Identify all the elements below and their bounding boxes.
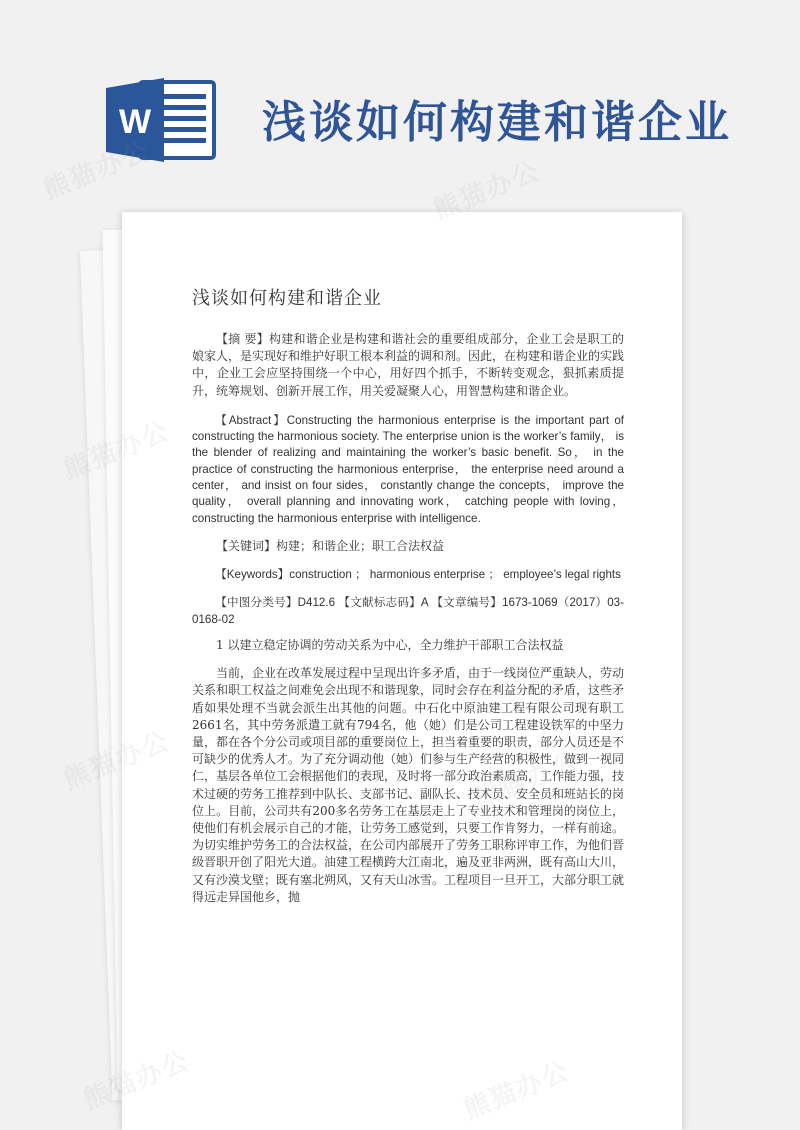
svg-text:W: W [118, 103, 152, 141]
word-document-icon [106, 78, 216, 162]
document-content [192, 212, 624, 906]
keywords-en: 【Keywords】construction ； harmonious enterprise ； employee’s legal rights [215, 568, 621, 582]
keywords-cn: 【关键词】构建；和谐企业；职工合法权益 [216, 538, 445, 553]
document-title: 浅谈如何构建和谐企业 [192, 288, 382, 309]
watermark: 熊猫办公 [429, 155, 545, 226]
watermark: 熊猫办公 [39, 135, 155, 206]
classification-line: 【中图分类号】D412.6 【文献标志码】A 【文章编号】1673-1069（2017）03-0168-02 [192, 596, 624, 626]
abstract-en: 【Abstract】Constructing the harmonious enterprise is the important part of constructing the harmonious society. The enterprise union is the worker’s family， is the blender of realizing and maintaining the worker’s basic benefit. So， in the practice of constructing the harmonious enterprise， the enterprise need around a center， and insist on four sides， constantly change the concepts， improve the quality， overall planning and innovating work， catching people with loving， constructing the harmonious enterprise with intelligence. [192, 413, 624, 525]
banner-title: 浅谈如何构建和谐企业 [262, 97, 732, 148]
abstract-cn: 【摘 要】构建和谐企业是构建和谐社会的重要组成部分，企业工会是职工的娘家人，是实现好和维护好职工根本利益的调和剂。因此，在构建和谐企业的实践中，企业工会应坚持围绕一个中心，用好四个抓手，不断转变观念，狠抓素质提升，统筹规划、创新开展工作，用关爱凝聚人心，用智慧构建和谐企业。 [192, 332, 625, 398]
section-body: 当前，企业在改革发展过程中呈现出许多矛盾，由于一线岗位严重缺人，劳动关系和职工权益之间难免会出现不和谐现象，同时会存在利益分配的矛盾，这些矛盾如果处理不当就会派生出其他的问题。中石化中原油建工程有限公司现有职工2661名，其中劳务派遣工就有794名，他（她）们是公司工程建设铁军的中坚力量，都在各个分公司或项目部的重要岗位上，担当着重要的职责，部分人员还是不可缺少的优秀人才。为了充分调动他（她）们参与生产经营的积极性，做到一视同仁，基层各单位工会根据他们的表现，及时将一部分政治素质高，工作能力强，技术过硬的劳务工推荐到中队长、支部书记、副队长、技术员、安全员和班站长的岗位上。目前，公司共有200多名劳务工在基层走上了专业技术和管理岗的岗位上，使他们有机会展示自己的才能，让劳务工感觉到，只要工作肯努力，一样有前途。为切实维护劳务工的合法权益，在公司内部展开了劳务工职称评审工作，为他们晋级晋职开创了阳光大道。油建工程横跨大江南北，遍及亚非两洲，既有高山大川，又有沙漠戈壁；既有塞北朔风，又有天山冰雪。工程项目一旦开工，大部分职工就得远走异国他乡，抛 [192, 666, 625, 904]
header-banner [0, 0, 800, 200]
section-heading: 1 以建立稳定协调的劳动关系为中心，全力维护干部职工合法权益 [216, 637, 564, 652]
document-page [122, 212, 682, 1130]
